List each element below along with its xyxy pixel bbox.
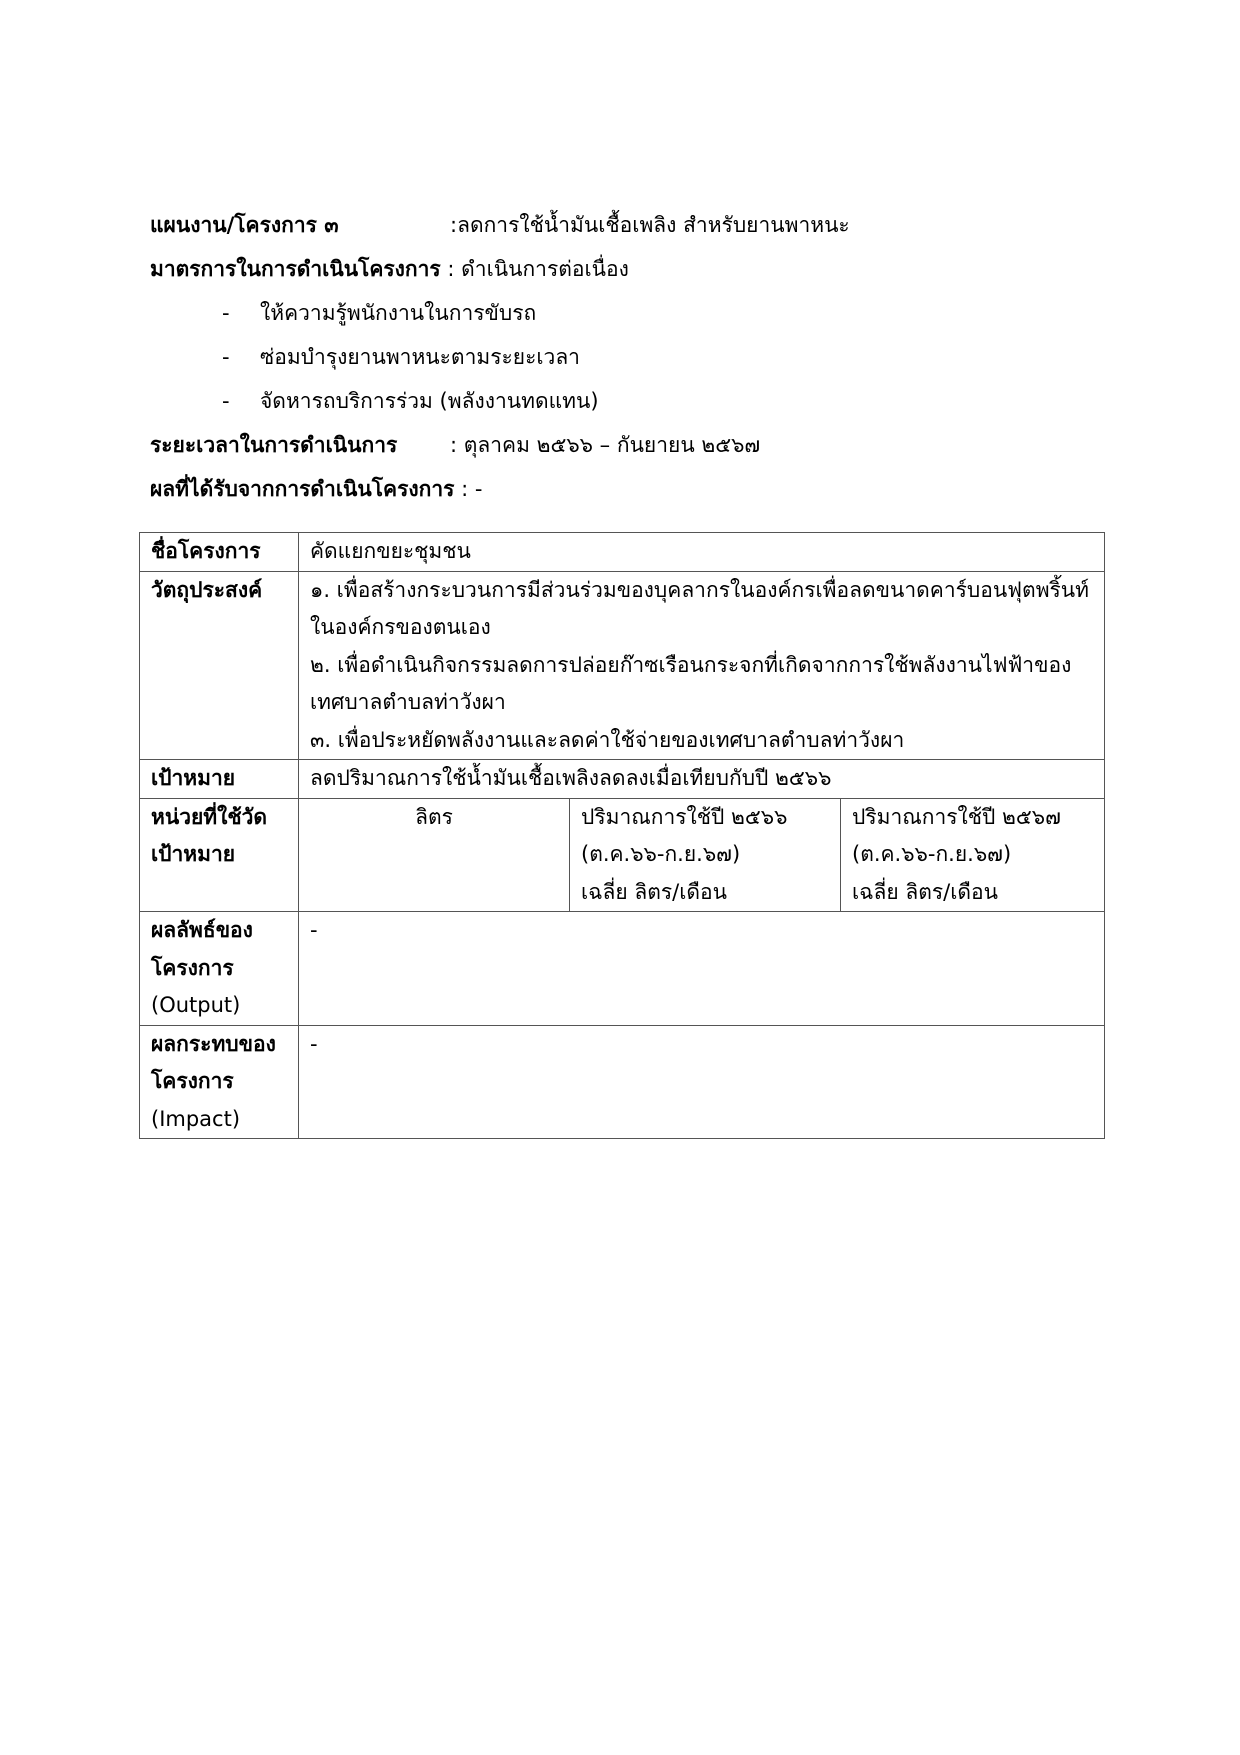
- usage-2566-line: เฉลี่ย ลิตร/เดือน: [581, 879, 727, 904]
- table-row: [140, 912, 1105, 1026]
- output-label-line: (Output): [151, 993, 241, 1017]
- bullet-text: ให้ความรู้พนักงานในการขับรถ: [260, 301, 537, 325]
- bullet-item: [222, 338, 580, 376]
- plan-label: แผนงาน/โครงการ ๓: [150, 213, 339, 237]
- output-value: -: [299, 912, 1105, 1026]
- plan-value: :ลดการใช้น้ำมันเชื้อเพลิง สำหรับยานพาหนะ: [450, 213, 850, 237]
- unit-label-line: เป้าหมาย: [151, 842, 236, 866]
- measures-value: : ดำเนินการต่อเนื่อง: [447, 257, 629, 281]
- project-name-value: คัดแยกขยะชุมชน: [299, 533, 1105, 572]
- period-line: [150, 426, 761, 464]
- table-row: [140, 533, 1105, 572]
- impact-label: [140, 1025, 299, 1139]
- table-row: [140, 1025, 1105, 1139]
- unit-label-line: หน่วยที่ใช้วัด: [151, 804, 268, 829]
- project-table: [139, 532, 1105, 1139]
- bullet-dash: -: [222, 345, 230, 369]
- results-label: ผลที่ได้รับจากการดำเนินโครงการ: [150, 477, 455, 501]
- unit-value: ลิตร: [415, 804, 453, 829]
- impact-label-line: ผลกระทบของ: [151, 1031, 276, 1056]
- table-row: [140, 571, 1105, 760]
- bullet-dash: -: [222, 301, 230, 325]
- measures-line: [150, 250, 629, 288]
- bullet-item: [222, 294, 536, 332]
- bullet-text: ซ่อมบำรุงยานพาหนะตามระยะเวลา: [260, 345, 580, 369]
- plan-line: [150, 206, 850, 244]
- unit-label: [140, 798, 299, 912]
- output-label-line: ผลลัพธ์ของ: [151, 918, 253, 942]
- results-line: [150, 470, 482, 508]
- usage-2566-line: (ต.ค.๖๖-ก.ย.๖๗): [581, 842, 741, 866]
- objective-line: ๒. เพื่อดำเนินกิจกรรมลดการปล่อยก๊าซเรือนกระจกที่เกิดจากการใช้พลังงานไฟฟ้าของ: [310, 652, 1072, 677]
- impact-label-line: (Impact): [151, 1106, 241, 1131]
- project-name-label: ชื่อโครงการ: [140, 533, 299, 572]
- objective-label: วัตถุประสงค์: [140, 571, 299, 760]
- usage-2567-cell: [841, 799, 1105, 912]
- results-value: : -: [454, 477, 483, 501]
- objective-line: เทศบาลตำบลท่าวังผา: [310, 690, 506, 714]
- usage-2566-cell: [570, 799, 841, 912]
- target-label: เป้าหมาย: [140, 760, 299, 799]
- measures-label: มาตรการในการดำเนินโครงการ: [150, 257, 441, 281]
- output-label: [140, 912, 299, 1026]
- objective-line: ๓. เพื่อประหยัดพลังงานและลดค่าใช้จ่ายของเทศบาลตำบลท่าวังผา: [310, 727, 905, 752]
- output-label-line: โครงการ: [151, 955, 234, 980]
- bullet-dash: -: [222, 389, 230, 413]
- unit-subtable: [299, 799, 1104, 912]
- usage-2567-line: (ต.ค.๖๖-ก.ย.๖๗): [852, 842, 1012, 866]
- table-row: [140, 760, 1105, 799]
- table-row: [140, 798, 1105, 912]
- period-value: : ตุลาคม ๒๕๖๖ – กันยายน ๒๕๖๗: [450, 433, 761, 457]
- objective-line: ๑. เพื่อสร้างกระบวนการมีส่วนร่วมของบุคลากรในองค์กรเพื่อลดขนาดคาร์บอนฟุตพริ้นท์: [310, 577, 1090, 602]
- objective-cell: [299, 571, 1105, 760]
- usage-2567-line: เฉลี่ย ลิตร/เดือน: [852, 879, 998, 904]
- bullet-text: จัดหารถบริการร่วม (พลังงานทดแทน): [260, 389, 599, 413]
- objective-line: ในองค์กรของตนเอง: [310, 615, 491, 639]
- usage-2566-line: ปริมาณการใช้ปี ๒๕๖๖: [581, 804, 788, 829]
- unit-cell: [299, 798, 1105, 912]
- impact-value: -: [299, 1025, 1105, 1139]
- bullet-item: [222, 382, 599, 420]
- impact-label-line: โครงการ: [151, 1069, 234, 1093]
- target-value: ลดปริมาณการใช้น้ำมันเชื้อเพลิงลดลงเมื่อเทียบกับปี ๒๕๖๖: [299, 760, 1105, 799]
- usage-2567-line: ปริมาณการใช้ปี ๒๕๖๗: [852, 804, 1061, 829]
- period-label: ระยะเวลาในการดำเนินการ: [150, 433, 398, 457]
